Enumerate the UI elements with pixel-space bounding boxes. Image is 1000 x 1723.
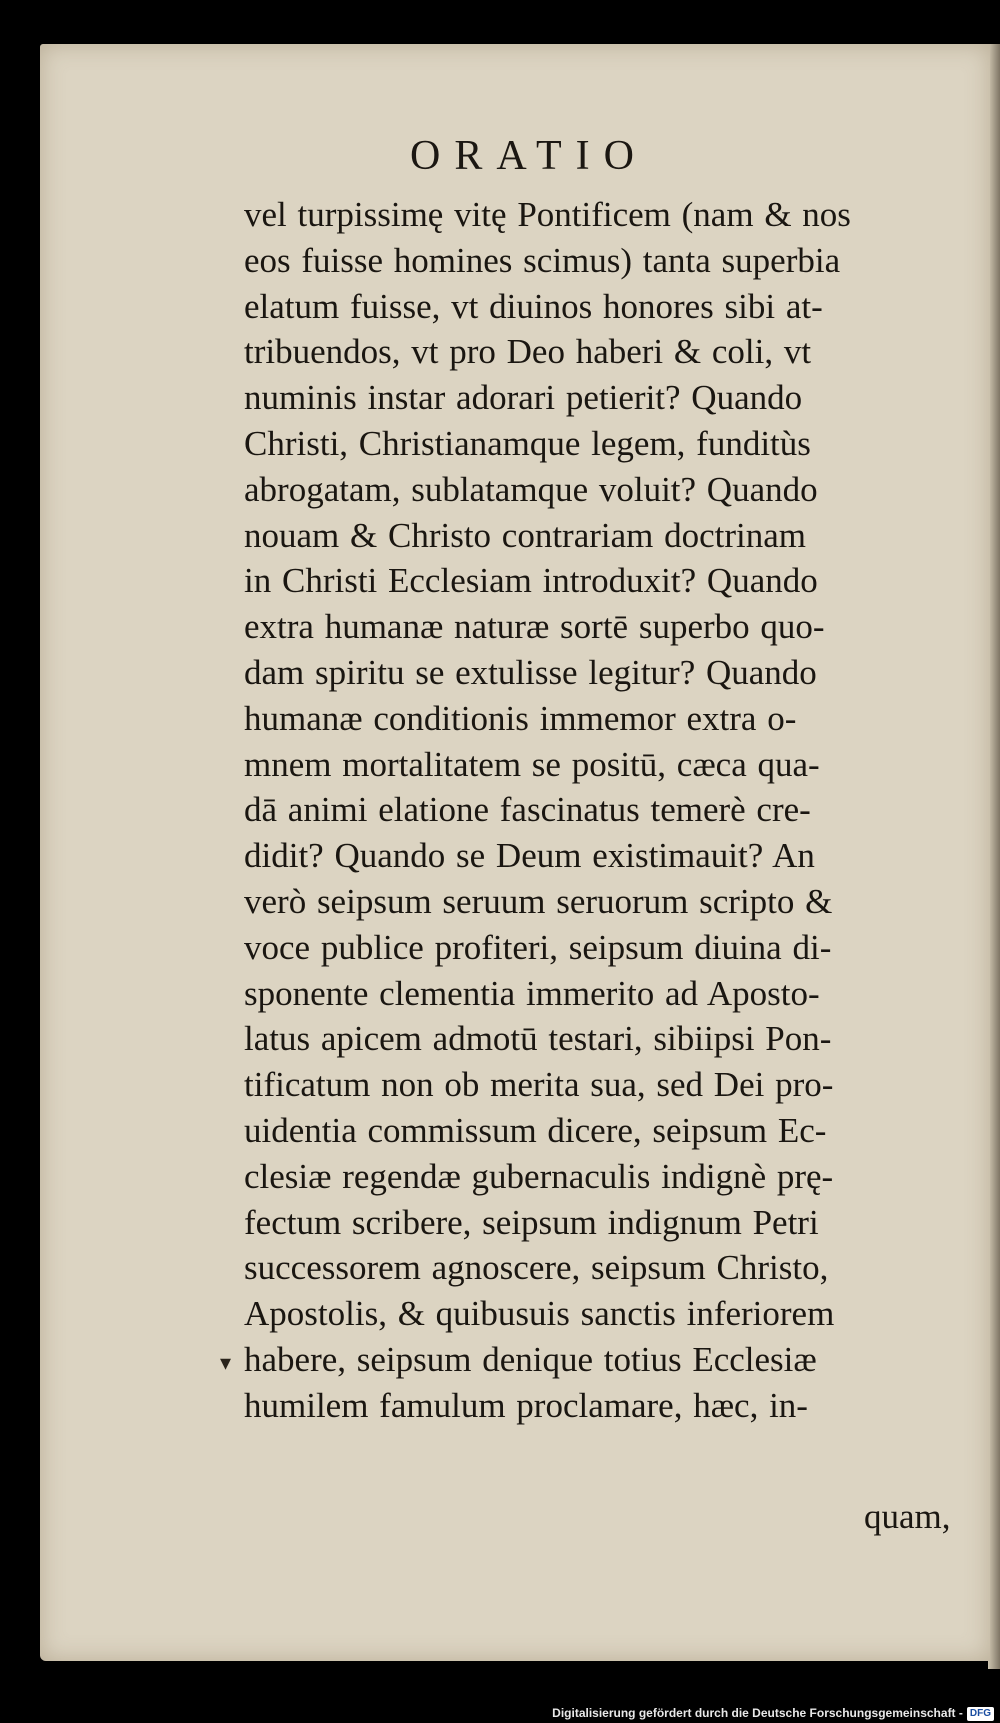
text-line: vel turpissimę vitę Pontificem (nam & nos [244,195,851,234]
text-line: latus apicem admotū testari, sibiipsi Pon- [244,1019,832,1059]
text-line: Christi, Christianamque legem, funditùs [244,423,811,463]
text-line: numinis instar adorari petierit? Quando [244,378,803,418]
digitization-credit [0,1703,1000,1723]
text-line: tificatum non ob merita sua, sed Dei pro- [244,1065,834,1105]
running-head: ORATIO [410,133,648,179]
text-line: sponente clementia immerito ad Aposto- [244,973,820,1013]
text-line: dā animi elatione fascinatus temerè cre- [244,790,811,830]
book-page [40,44,990,1661]
margin-mark: ▾ [220,1350,232,1375]
credit-text: Digitalisierung gefördert durch die Deutsche Forschungsgemeinschaft - [552,1706,963,1720]
text-line: dam spiritu se extulisse legitur? Quando [244,652,817,692]
text-line: in Christi Ecclesiam introduxit? Quando [244,561,818,601]
dfg-logo: DFG [967,1707,994,1721]
text-line: humilem famulum proclamare, hæc, in- [244,1385,808,1425]
text-line: verò seipsum seruum seruorum scripto & [244,881,833,921]
text-line: abrogatam, sublatamque voluit? Quando [244,469,818,509]
text-line: humanæ conditionis immemor extra o- [244,698,797,738]
text-line: tribuendos, vt pro Deo haberi & coli, vt [244,332,812,372]
catchword: quam, [864,1497,951,1536]
text-line: Apostolis, & quibusuis sanctis inferiorem [244,1294,835,1334]
text-line: extra humanæ naturæ sortē superbo quo- [244,607,825,647]
text-line: didit? Quando se Deum existimauit? An [244,836,815,876]
text-line: uidentia commissum dicere, seipsum Ec- [244,1110,827,1150]
text-line: successorem agnoscere, seipsum Christo, [244,1248,829,1288]
text-line: clesiæ regendæ gubernaculis indignè prę- [244,1156,834,1196]
text-line: fectum scribere, seipsum indignum Petri [244,1202,819,1242]
body-text [244,192,944,1429]
text-line: habere, seipsum denique totius Ecclesiæ [244,1339,817,1379]
text-line: elatum fuisse, vt diuinos honores sibi at- [244,286,823,326]
text-line: voce publice profiteri, seipsum diuina di- [244,927,832,967]
text-line: mnem mortalitatem se positū, cæca qua- [244,744,820,784]
text-line: eos fuisse homines scimus) tanta superbia [244,240,841,280]
text-line: nouam & Christo contrariam doctrinam [244,515,807,555]
